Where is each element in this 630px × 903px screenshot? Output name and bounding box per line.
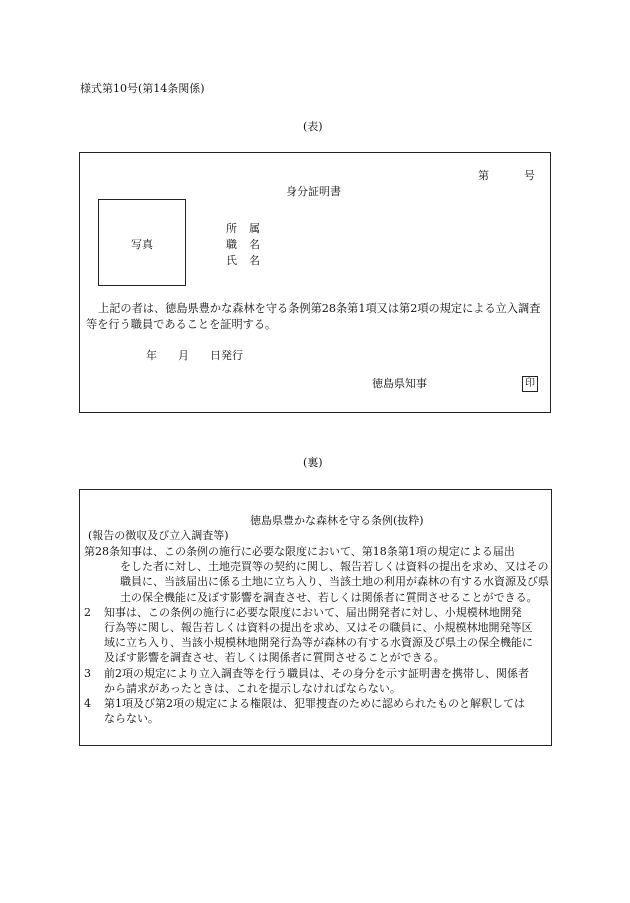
article-line: 職員に、当該届出に係る土地に立ち入り、当該土地の利用が森林の有する水資源及び県 <box>120 575 549 589</box>
article-number: 2 <box>84 605 91 619</box>
article-paragraph-2 <box>84 605 547 666</box>
photo-label: 写真 <box>131 238 153 251</box>
law-subtitle: (報告の徴収及び立入調査等) <box>88 529 229 542</box>
article-line: 及ぼす影響を調査させ、若しくは関係者に質問させることができる。 <box>104 651 445 665</box>
article-number: 第28条 <box>84 545 120 558</box>
field-name: 氏 名 <box>226 254 261 267</box>
article-28 <box>84 544 547 605</box>
issue-day: 日発行 <box>210 349 243 362</box>
article-line: ならない。 <box>104 712 159 726</box>
article-line: 知事は、この条例の施行に必要な限度において、第18条第1項の規定による届出 <box>120 545 515 558</box>
back-side-label: (裏) <box>303 456 323 469</box>
id-card-back <box>79 489 552 746</box>
article-line: 知事は、この条例の施行に必要な限度において、届出開発者に対し、小規模林地開発 <box>104 605 522 619</box>
field-list <box>226 221 261 269</box>
article-paragraph-4 <box>84 696 547 726</box>
field-department: 所 属 <box>226 222 261 235</box>
article-line: 域に立ち入り、当該小規模林地開発行為等が森林の有する水資源及び県土の保全機能に <box>104 636 533 650</box>
form-number: 様式第10号(第14条関係) <box>80 82 205 95</box>
article-number: 4 <box>84 697 91 711</box>
field-position: 職 名 <box>226 238 261 251</box>
issue-month: 月 <box>178 349 189 362</box>
article-paragraph-3 <box>84 666 547 696</box>
article-number: 3 <box>84 666 91 680</box>
issuer: 徳島県知事 <box>372 377 427 390</box>
issue-year: 年 <box>146 349 157 362</box>
certification-text: 上記の者は、徳島県豊かな森林を守る条例第28条第1項又は第2項の規定による立入調査等を行う職員であることを証明する。 <box>86 302 541 331</box>
article-line: 行為等に関し、報告若しくは資料の提出を求め、又はその職員に、小規模林地開発等区 <box>104 621 533 635</box>
photo-box <box>98 199 186 286</box>
front-side-label: (表) <box>303 120 323 133</box>
law-title: 徳島県豊かな森林を守る条例(抜粋) <box>250 514 424 527</box>
id-card-front <box>79 152 551 413</box>
article-line: 前2項の規定により立入調査等を行う職員は、その身分を示す証明書を携帯し、関係者 <box>104 666 529 680</box>
document-title: 身分証明書 <box>286 185 341 198</box>
article-list <box>84 544 547 726</box>
article-line: から請求があったときは、これを提示しなければならない。 <box>104 681 401 695</box>
article-line: をした者に対し、土地売買等の契約に関し、報告若しくは資料の提出を求め、又はその <box>120 560 549 574</box>
article-line: 第1項及び第2項の規定による権限は、犯罪捜査のために認められたものと解釈しては <box>104 697 525 711</box>
article-line: 土の保全機能に及ぼす影響を調査させ、若しくは関係者に質問させることができる。 <box>120 590 538 604</box>
number-suffix: 号 <box>524 169 535 182</box>
seal-mark: 印 <box>522 376 538 392</box>
number-prefix: 第 <box>478 169 489 182</box>
